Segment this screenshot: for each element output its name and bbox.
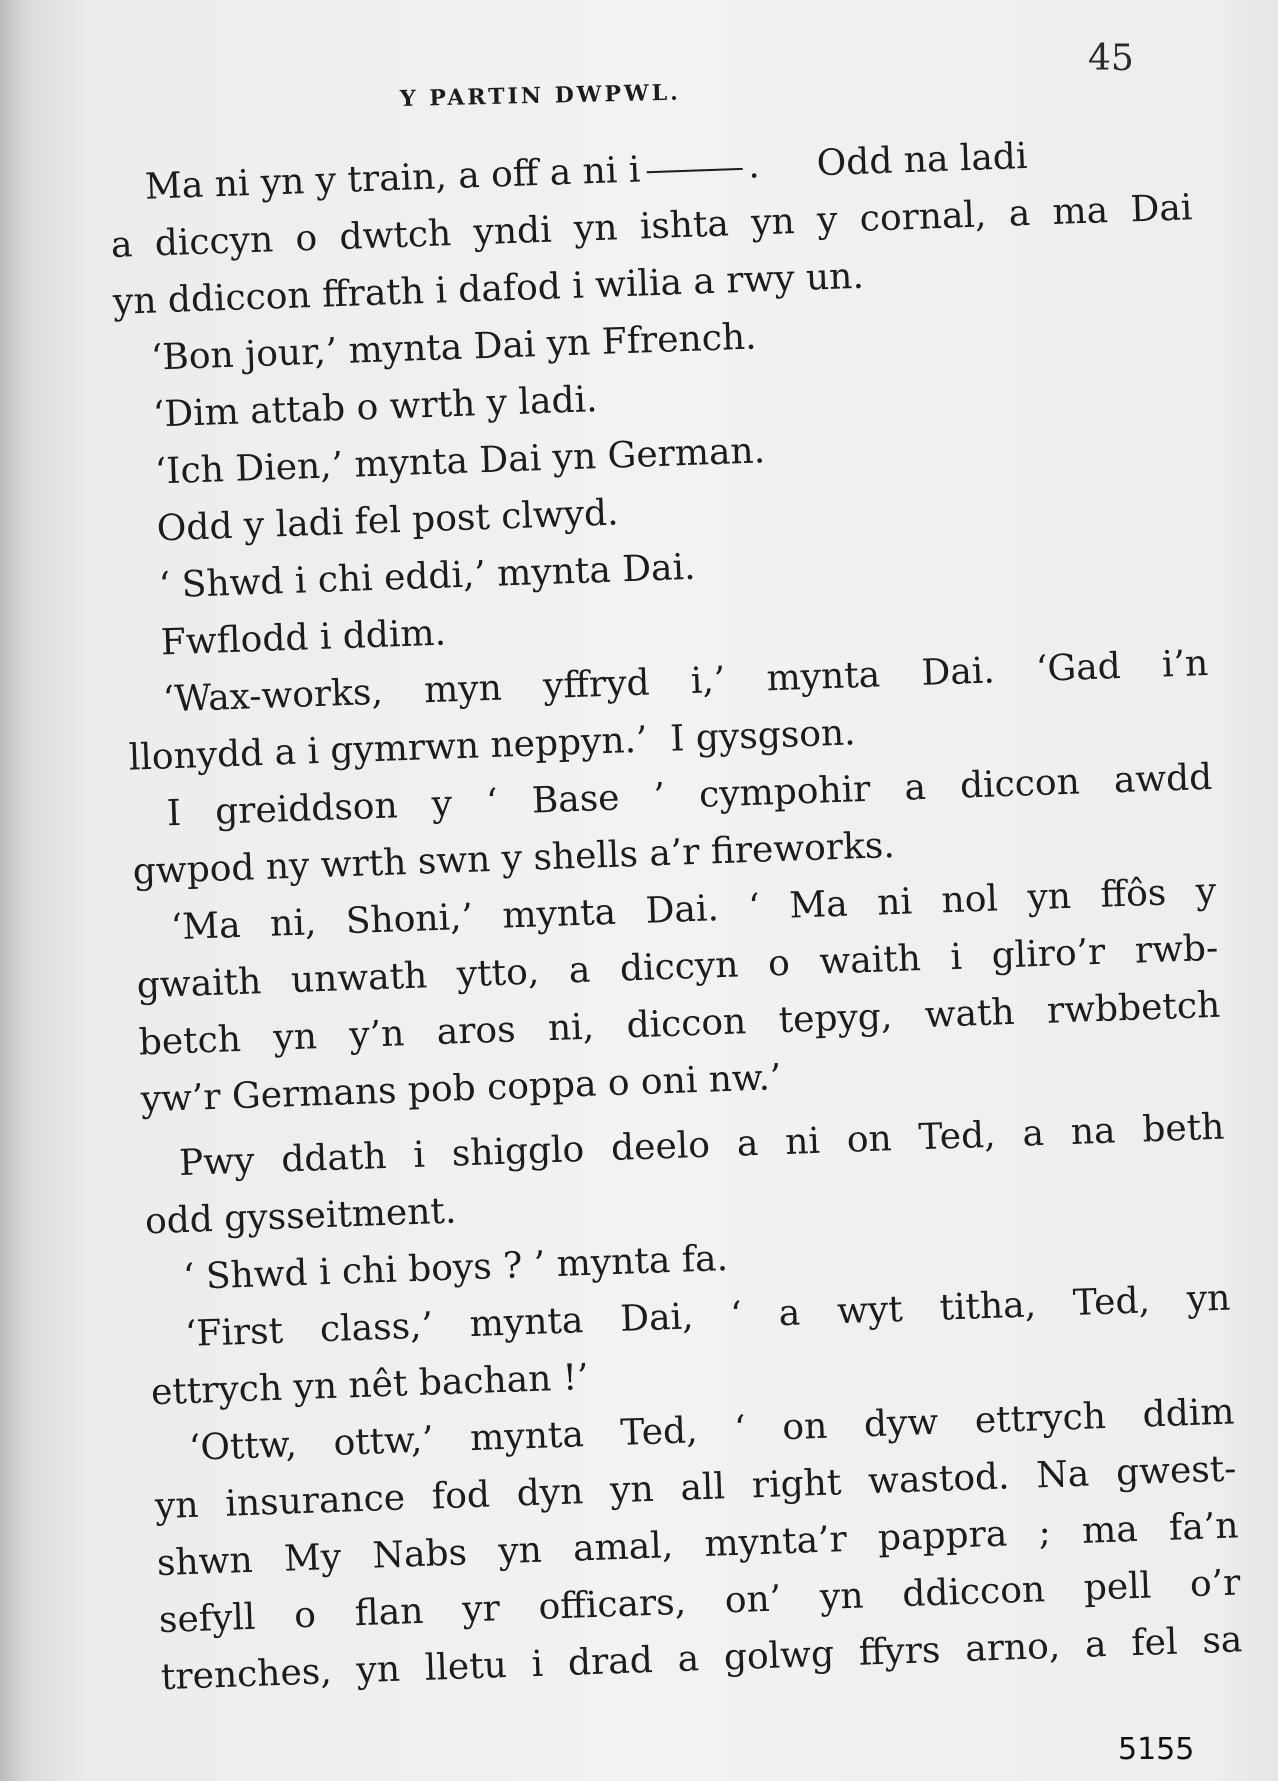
word: mynta — [765, 654, 881, 700]
page-number: 45 — [1088, 38, 1134, 79]
word: sefyll — [158, 1596, 257, 1642]
word: flan — [354, 1590, 425, 1635]
word: ni — [876, 881, 913, 924]
word: yn — [819, 1575, 865, 1619]
word: yn — [1026, 875, 1072, 919]
word: ni, — [269, 902, 317, 945]
word: Base — [531, 777, 621, 822]
word: a — [736, 1122, 759, 1165]
word: lletu — [424, 1645, 508, 1689]
word: wath — [923, 991, 1016, 1037]
word: diccyn — [619, 944, 740, 990]
word: myn — [423, 667, 503, 712]
word: ‘Ottw, — [188, 1424, 298, 1469]
word: i,’ — [690, 659, 726, 702]
word: a — [676, 1638, 700, 1681]
word: gwest- — [1115, 1448, 1238, 1494]
line-text: Ma ni yn y train, a off a ni i — [144, 149, 641, 208]
word: titha, — [938, 1284, 1037, 1329]
word: greiddson — [214, 785, 399, 833]
word: o — [293, 1594, 317, 1637]
word: a — [110, 224, 134, 266]
word: sa — [1201, 1619, 1243, 1662]
word: cympohir — [698, 768, 872, 816]
word: ma — [1081, 1508, 1139, 1552]
line-text: ‘ Shwd i chi boys ? ’ mynta fa. — [182, 1238, 729, 1299]
word: officars, — [537, 1581, 687, 1628]
word: y — [816, 199, 839, 242]
line-text: llonydd a i gymrwn neppyn.’ I gysgson. — [128, 712, 857, 779]
word: nol — [940, 878, 999, 922]
archive-number: 5155 — [1118, 1732, 1195, 1767]
word: yn — [750, 201, 796, 244]
word: My — [283, 1536, 342, 1580]
word: mynta — [469, 1414, 585, 1460]
word: yndi — [472, 209, 553, 254]
word: aros — [436, 1009, 517, 1054]
word: o — [294, 217, 318, 260]
word: i — [949, 936, 963, 979]
word: ishta — [639, 203, 730, 248]
word: Dai. — [644, 888, 720, 932]
word: dyn — [516, 1471, 584, 1515]
word: a — [1007, 192, 1031, 235]
word: mynta — [501, 891, 617, 937]
word: y’n — [348, 1013, 405, 1057]
word: ‘Ma — [170, 904, 242, 949]
word: cornal, — [859, 194, 988, 240]
word: class,’ — [319, 1305, 434, 1351]
word: na — [1070, 1110, 1117, 1153]
word: ottw,’ — [332, 1419, 435, 1464]
word: yn — [609, 1468, 655, 1512]
word: Dai, — [619, 1296, 695, 1340]
line-text-trail: . Odd na ladi — [747, 135, 1029, 187]
word: all — [679, 1466, 726, 1509]
word: a — [568, 949, 592, 992]
body-text — [108, 122, 1243, 1706]
word: o’r — [1189, 1562, 1242, 1606]
word: pell — [1083, 1565, 1152, 1609]
word: a — [777, 1292, 801, 1335]
word: o — [767, 942, 791, 985]
word: fod — [431, 1474, 491, 1518]
line-text: ‘ Shwd i chi eddi,’ mynta Dai. — [158, 546, 697, 607]
word: dwtch — [338, 213, 452, 258]
word: right — [751, 1462, 842, 1507]
word: ddath — [280, 1135, 388, 1181]
blank-dash — [646, 168, 742, 173]
line-text: yw’r Germans pob coppa o oni nw.’ — [140, 1057, 782, 1121]
word: ‘ — [485, 781, 499, 824]
word: Shoni,’ — [345, 896, 474, 943]
word: gliro’r — [990, 931, 1106, 977]
word: fa’n — [1168, 1505, 1240, 1549]
word: unwath — [290, 955, 428, 1002]
word: Na — [1035, 1453, 1090, 1497]
word: dyw — [863, 1401, 939, 1446]
word: I — [166, 792, 182, 835]
word: awdd — [1113, 756, 1213, 802]
word: betch — [138, 1018, 242, 1064]
word: ni — [784, 1120, 821, 1163]
word: a — [903, 766, 927, 809]
word: tepyg, — [777, 996, 893, 1042]
word: on — [781, 1405, 828, 1449]
word: ‘First — [184, 1310, 284, 1356]
word: drad — [567, 1639, 654, 1684]
word: amal, — [572, 1525, 674, 1570]
word: shwn — [156, 1539, 254, 1585]
word: yn — [497, 1529, 543, 1573]
word: wastod. — [867, 1456, 1011, 1503]
word: ettrych — [974, 1395, 1107, 1442]
word: a — [1084, 1624, 1108, 1666]
word: ddiccon — [901, 1569, 1046, 1616]
word: Ma — [788, 883, 849, 927]
word: pappra — [877, 1513, 1008, 1559]
word: on’ — [724, 1578, 782, 1622]
word: rwb- — [1134, 927, 1219, 972]
line-text: yn ddiccon ffrath i dafod i wilia a rwy un. — [112, 255, 865, 323]
word: ‘Gad — [1035, 645, 1122, 690]
word: ‘ — [747, 886, 761, 929]
word: deelo — [610, 1124, 711, 1170]
line-text: ‘Dim attab o wrth y ladi. — [152, 379, 599, 436]
word: i’n — [1161, 642, 1209, 686]
word: y — [1195, 870, 1217, 913]
word: a — [1021, 1112, 1045, 1155]
word: yn — [272, 1016, 318, 1059]
line-text: odd gysseitment. — [144, 1190, 457, 1243]
word: i — [530, 1643, 544, 1686]
word: i — [412, 1134, 426, 1176]
line-text: Odd y ladi fel post clwyd. — [156, 492, 620, 550]
word: yn — [1186, 1277, 1232, 1321]
line-text: Fwflodd i ddim. — [160, 612, 447, 664]
word: diccyn — [154, 219, 274, 265]
word: yr — [461, 1588, 501, 1631]
word: ’ — [652, 775, 666, 818]
running-head: Y PARTIN DWPWL. — [399, 79, 682, 112]
word: ffôs — [1099, 872, 1167, 916]
line-text: ‘Bon jour,’ mynta Dai yn Ffrench. — [150, 316, 758, 379]
word: waith — [818, 938, 922, 983]
word: y — [431, 783, 453, 826]
word: mynta — [469, 1300, 585, 1346]
line-text: ettrych yn nêt bachan !’ — [150, 1356, 590, 1414]
word: ni, — [547, 1006, 595, 1050]
word: ffyrs — [858, 1629, 942, 1674]
word: diccon — [625, 1001, 747, 1047]
word: ; — [1037, 1511, 1052, 1554]
word: fel — [1130, 1621, 1179, 1665]
word: Ted, — [917, 1114, 997, 1159]
word: on — [846, 1118, 893, 1161]
word: Nabs — [371, 1532, 468, 1577]
word: gwaith — [136, 961, 262, 1007]
word: ‘Wax-works, — [162, 671, 384, 721]
word: yn — [573, 207, 619, 250]
word: yn — [154, 1484, 200, 1528]
word: trenches, — [160, 1651, 333, 1699]
word: Pwy — [178, 1140, 256, 1185]
word: Dai. — [920, 650, 996, 694]
word: ‘ — [729, 1294, 743, 1336]
line-text: gwpod ny wrth swn y shells a’r fireworks. — [132, 824, 896, 893]
word: shigglo — [451, 1128, 585, 1175]
line-text: ‘Ich Dien,’ mynta Dai yn German. — [154, 430, 766, 493]
word: Dai — [1129, 187, 1193, 231]
word: Ted, — [619, 1410, 699, 1454]
word: diccon — [959, 761, 1081, 807]
word: arno, — [964, 1625, 1061, 1670]
word: ytto, — [456, 951, 540, 996]
word: beth — [1141, 1106, 1226, 1151]
word: mynta’r — [703, 1519, 848, 1566]
word: Ted, — [1072, 1280, 1151, 1325]
word: ma — [1051, 190, 1109, 234]
word: golwg — [723, 1633, 835, 1679]
word: yn — [355, 1648, 401, 1692]
word: ddim — [1141, 1391, 1236, 1436]
word: yffryd — [542, 662, 651, 708]
word: ‘ — [733, 1408, 747, 1450]
word: rwbbetch — [1046, 984, 1221, 1032]
word: insurance — [224, 1477, 406, 1525]
word: wyt — [836, 1288, 904, 1333]
